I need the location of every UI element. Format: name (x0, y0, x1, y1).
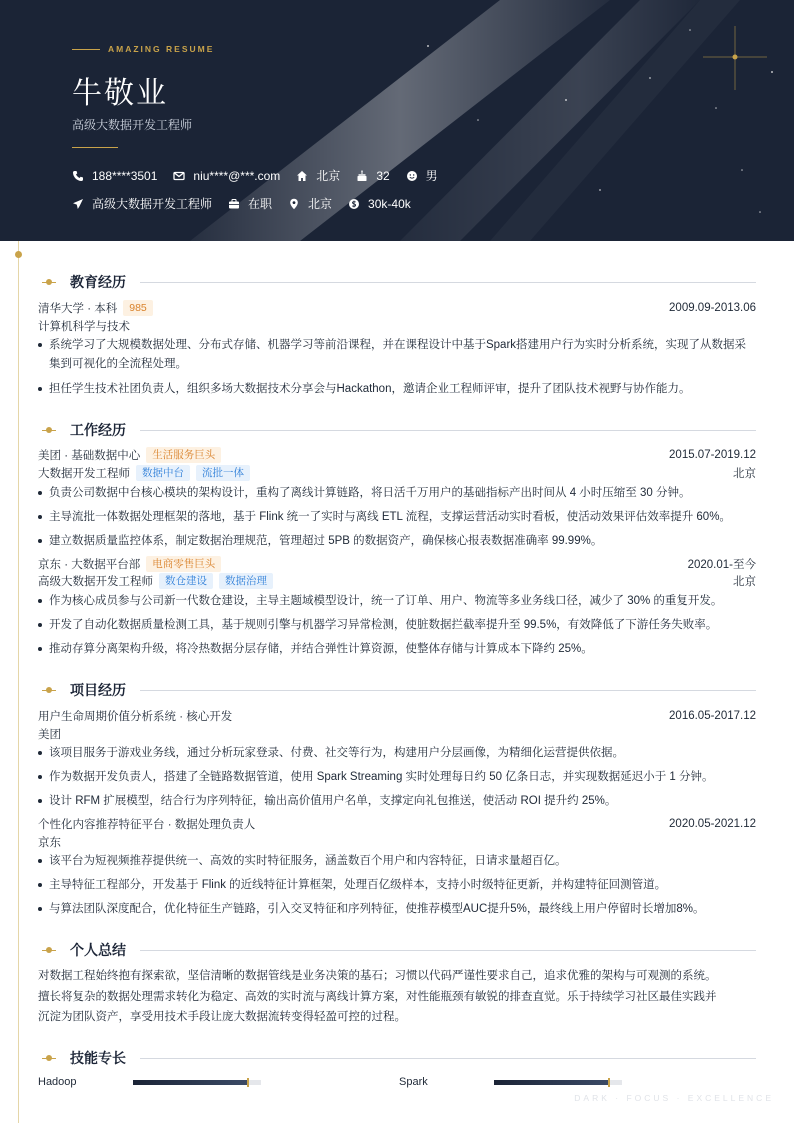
section-marker (42, 946, 56, 954)
work-bullet: 作为核心成员参与公司新一代数仓建设，主导主题域模型设计，统一了订单、用户、物流等多业务线口径，减少了 30% 的重复开发。 (38, 592, 756, 611)
work-role: 大数据开发工程师 (38, 468, 130, 480)
project-name: 用户生命周期价值分析系统 · 核心开发 (38, 711, 233, 723)
project-header (38, 708, 756, 724)
footer-watermark: DARK · FOCUS · EXCELLENCE (574, 1093, 774, 1103)
education-bullet: 系统学习了大规模数据处理、分布式存储、机器学习等前沿课程，并在课程设计中基于Spark搭建用户行为实时分析系统，实现了从数据采集到可视化的全流程处理。 (38, 336, 756, 373)
candidate-name: 牛敬业 (72, 77, 168, 110)
contact-age (356, 169, 389, 183)
project-bullet: 该平台为短视频推荐提供统一、高效的实时特征服务，涵盖数百个用户和内容特征，日请求量超百亿。 (38, 852, 756, 871)
location-text: 北京 (316, 169, 341, 183)
project-org: 京东 (38, 837, 61, 849)
work-company: 美团 · 基础数据中心 (38, 450, 141, 462)
work-role-row (38, 465, 756, 481)
summary-text (38, 966, 756, 1028)
gender-text: 男 (425, 169, 438, 183)
intent-city (288, 195, 332, 212)
section-title-text: 工作经历 (70, 422, 126, 438)
money-icon (348, 198, 360, 210)
contact-gender (406, 167, 438, 184)
mail-icon (173, 170, 185, 182)
intent-position-text: 高级大数据开发工程师 (92, 197, 213, 211)
candidate-job-title: 高级大数据开发工程师 (72, 118, 193, 132)
section-divider (140, 950, 756, 951)
location-pin-icon (288, 198, 300, 210)
section-marker (42, 1054, 56, 1062)
contact-phone (72, 169, 157, 183)
project-bullet: 与算法团队深度配合，优化特征生产链路，引入交叉特征和序列特征，使推荐模型AUC提升5%，最终线上用户停留时长增加8%。 (38, 900, 756, 919)
education-major: 计算机科学与技术 (38, 321, 130, 333)
email-text: niu****@***.com (193, 168, 281, 183)
tagline-rule (72, 49, 100, 50)
resume-header (0, 0, 794, 241)
skill-bar (133, 1080, 261, 1085)
work-role: 高级大数据开发工程师 (38, 576, 153, 588)
work-header (38, 556, 756, 572)
contact-email (173, 169, 280, 183)
section-divider (140, 430, 756, 431)
summary-line: 擅长将复杂的数据处理需求转化为稳定、高效的实时流与离线计算方案，对性能瓶颈有敏锐的排查直觉。乐于持续学习社区最佳实践并 (38, 990, 717, 1003)
cake-icon (356, 170, 368, 182)
intent-status (228, 195, 272, 212)
work-company: 京东 · 大数据平台部 (38, 559, 141, 571)
section-projects-title (42, 680, 756, 700)
section-skills-title (42, 1048, 756, 1068)
section-work-title (42, 420, 756, 440)
contact-location (296, 167, 340, 184)
skill-name: Spark (399, 1076, 428, 1088)
work-header (38, 447, 756, 463)
work-city: 北京 (733, 576, 756, 588)
section-education-title (42, 272, 756, 292)
resume-tagline (72, 44, 214, 54)
section-divider (140, 282, 756, 283)
education-school: 清华大学 · 本科 (38, 303, 118, 315)
project-header (38, 816, 756, 832)
summary-line: 对数据工程始终抱有探索欲，坚信清晰的数据管线是业务决策的基石；习惯以代码严谨性要求自己，追求优雅的架构与可观测的系统。 (38, 970, 717, 982)
role-tag: 数仓建设 (159, 573, 213, 589)
intent-status-text: 在职 (248, 197, 273, 211)
age-text: 32 (376, 168, 390, 183)
company-tag: 电商零售巨头 (146, 556, 221, 572)
section-marker (42, 426, 56, 434)
role-tag: 数据治理 (219, 573, 273, 589)
section-divider (140, 690, 756, 691)
work-city: 北京 (733, 468, 756, 480)
skill-bar-marker (247, 1078, 249, 1087)
company-tag: 生活服务巨头 (146, 447, 221, 463)
phone-icon (72, 170, 84, 182)
project-bullet: 作为数据开发负责人，搭建了全链路数据管道，使用 Spark Streaming 实时处理每日约 50 亿条日志，并实现数据延迟小于 1 分钟。 (38, 768, 756, 787)
work-date: 2015.07-2019.12 (669, 449, 756, 461)
education-tag: 985 (123, 300, 153, 316)
phone-text: 188****3501 (92, 168, 158, 183)
section-title-text: 教育经历 (70, 274, 126, 290)
contact-row (72, 167, 454, 184)
education-major-row (38, 318, 756, 334)
section-title-text: 项目经历 (70, 682, 126, 698)
project-org-row (38, 834, 756, 850)
skill-bar (494, 1080, 622, 1085)
project-org: 美团 (38, 729, 61, 741)
education-header (38, 300, 756, 316)
summary-line: 沉淀为团队资产，享受用技术手段让庞大数据流转变得轻盈可控的过程。 (38, 1011, 406, 1023)
project-bullet: 主导特征工程部分，开发基于 Flink 的近线特征计算框架，处理百亿级样本，支持小时级特征更新，并构建特征回测管道。 (38, 876, 756, 895)
work-bullet: 推动存算分离架构升级，将冷热数据分层存储，并结合弹性计算资源，使整体存储与计算成本下降约 25%。 (38, 640, 756, 659)
paper-plane-icon (72, 198, 84, 210)
project-org-row (38, 726, 756, 742)
section-summary-title (42, 940, 756, 960)
timeline-dot (15, 251, 22, 258)
intent-salary (348, 197, 411, 211)
skill-bar-marker (608, 1078, 610, 1087)
skill-bar-fill (494, 1080, 609, 1085)
work-bullet: 开发了自动化数据质量检测工具，基于规则引擎与机器学习异常检测，使脏数据拦截率提升至 99.5%，有效降低了下游任务失败率。 (38, 616, 756, 635)
skill-bar-fill (133, 1080, 248, 1085)
role-tag: 流批一体 (196, 465, 250, 481)
intent-position (72, 195, 212, 212)
work-bullet: 负责公司数据中台核心模块的架构设计，重构了离线计算链路，将日活千万用户的基础指标产出时间从 4 小时压缩至 30 分钟。 (38, 484, 756, 503)
section-marker (42, 278, 56, 286)
section-divider (140, 1058, 756, 1059)
role-tag: 数据中台 (136, 465, 190, 481)
work-date: 2020.01-至今 (687, 559, 756, 571)
title-underline (72, 147, 118, 148)
project-name: 个性化内容推荐特征平台 · 数据处理负责人 (38, 819, 256, 831)
project-date: 2020.05-2021.12 (669, 818, 756, 830)
work-bullet: 建立数据质量监控体系，制定数据治理规范，管理超过 5PB 的数据资产，确保核心报表数据准确率 99.99%。 (38, 532, 756, 551)
section-marker (42, 686, 56, 694)
section-title-text: 技能专长 (70, 1050, 126, 1066)
intent-city-text: 北京 (308, 197, 333, 211)
briefcase-icon (228, 198, 240, 210)
project-bullet: 设计 RFM 扩展模型，结合行为序列特征，输出高价值用户名单，支撑定向礼包推送，使活动 ROI 提升约 25%。 (38, 792, 756, 811)
left-timeline (18, 241, 19, 1123)
intent-salary-text: 30k-40k (368, 196, 411, 211)
skill-name: Hadoop (38, 1076, 77, 1088)
skill-item (38, 1076, 261, 1088)
smile-icon (406, 170, 418, 182)
work-role-row (38, 573, 756, 589)
home-icon (296, 170, 308, 182)
project-bullet: 该项目服务于游戏业务线，通过分析玩家登录、付费、社交等行为，构建用户分层画像，为精细化运营提供依据。 (38, 744, 756, 763)
work-bullet: 主导流批一体数据处理框架的落地，基于 Flink 统一了实时与离线 ETL 流程，支撑运营活动实时看板，使活动效果评估效率提升 60%。 (38, 508, 756, 527)
tagline-text: AMAZING RESUME (108, 44, 215, 54)
intent-row (72, 195, 427, 212)
skill-item (399, 1076, 622, 1088)
education-bullet: 担任学生技术社团负责人，组织多场大数据技术分享会与Hackathon，邀请企业工程师评审，提升了团队技术视野与协作能力。 (38, 380, 756, 399)
education-date: 2009.09-2013.06 (669, 302, 756, 314)
project-date: 2016.05-2017.12 (669, 710, 756, 722)
section-title-text: 个人总结 (70, 942, 126, 958)
